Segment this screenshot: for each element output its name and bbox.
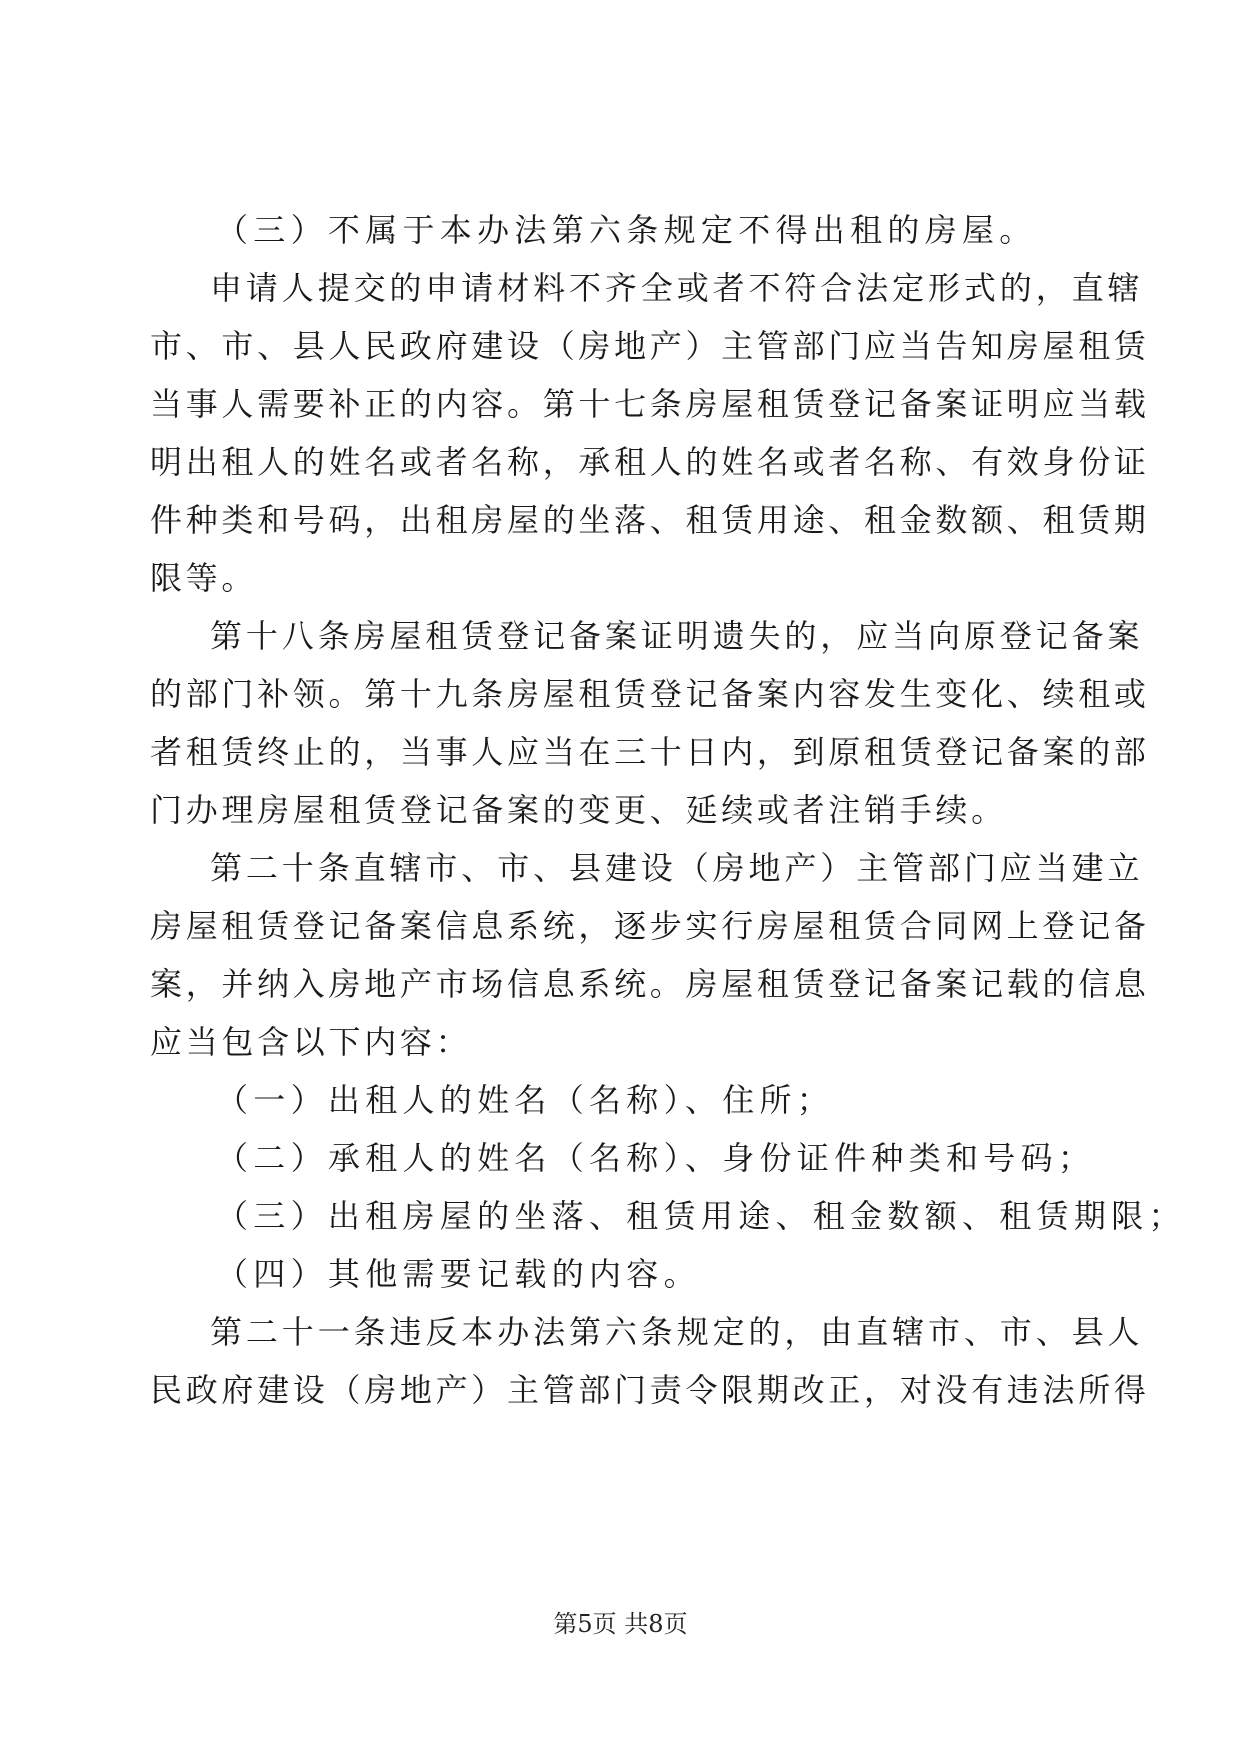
- text-line-20: 第二十一条违反本办法第六条规定的，由直辖市、市、县人: [210, 1313, 1144, 1351]
- text-line-8: 第十八条房屋租赁登记备案证明遗失的，应当向原登记备案: [210, 617, 1144, 655]
- text-line-13: 房屋租赁登记备案信息系统，逐步实行房屋租赁合同网上登记备: [150, 907, 1150, 945]
- text-line-16: （一）出租人的姓名（名称）、住所；: [216, 1081, 835, 1119]
- text-line-9: 的部门补领。第十九条房屋租赁登记备案内容发生变化、续租或: [150, 675, 1150, 713]
- text-line-1: （三）不属于本办法第六条规定不得出租的房屋。: [216, 211, 1037, 249]
- page-footer: 第5页 共8页: [553, 1610, 688, 1638]
- text-line-7: 限等。: [150, 559, 258, 597]
- text-line-3: 市、市、县人民政府建设（房地产）主管部门应当告知房屋租赁: [150, 327, 1150, 365]
- text-line-18: （三）出租房屋的坐落、租赁用途、租金数额、租赁期限；: [216, 1197, 1186, 1235]
- text-line-4: 当事人需要补正的内容。第十七条房屋租赁登记备案证明应当载: [150, 385, 1150, 423]
- text-line-11: 门办理房屋租赁登记备案的变更、延续或者注销手续。: [150, 791, 1007, 829]
- text-line-14: 案，并纳入房地产市场信息系统。房屋租赁登记备案记载的信息: [150, 965, 1150, 1003]
- text-line-12: 第二十条直辖市、市、县建设（房地产）主管部门应当建立: [210, 849, 1144, 887]
- text-line-2: 申请人提交的申请材料不齐全或者不符合法定形式的，直辖: [210, 269, 1144, 307]
- text-line-15: 应当包含以下内容：: [150, 1023, 472, 1061]
- text-line-10: 者租赁终止的，当事人应当在三十日内，到原租赁登记备案的部: [150, 733, 1150, 771]
- text-line-21: 民政府建设（房地产）主管部门责令限期改正，对没有违法所得: [150, 1371, 1150, 1409]
- text-line-6: 件种类和号码，出租房屋的坐落、租赁用途、租金数额、租赁期: [150, 501, 1150, 539]
- text-line-5: 明出租人的姓名或者名称，承租人的姓名或者名称、有效身份证: [150, 443, 1150, 481]
- text-line-17: （二）承租人的姓名（名称）、身份证件种类和号码；: [216, 1139, 1096, 1177]
- text-line-19: （四）其他需要记载的内容。: [216, 1255, 701, 1293]
